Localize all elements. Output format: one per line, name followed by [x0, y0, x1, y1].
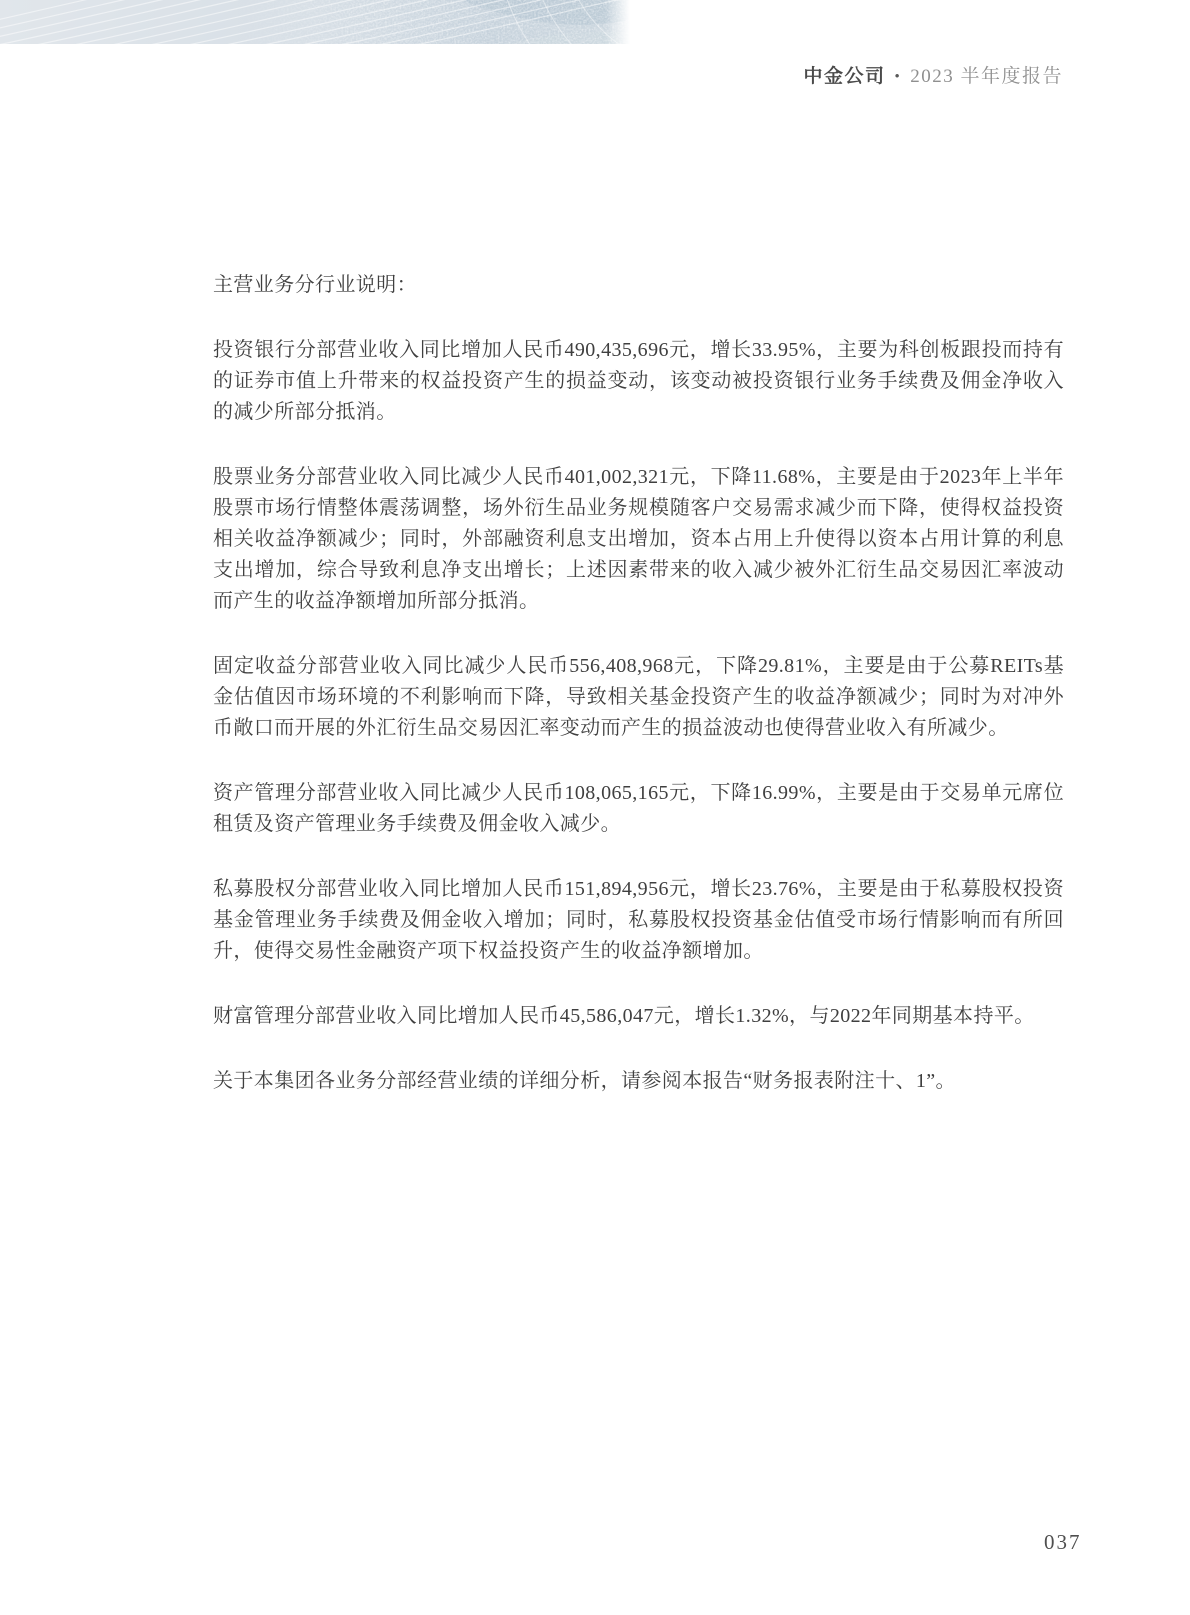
- paragraph-private-equity: 私募股权分部营业收入同比增加人民币151,894,956元，增长23.76%，主要是由于私募股权投资基金管理业务手续费及佣金收入增加；同时，私募股权投资基金估值受市场行情影响而有所回升，使得交易性金融资产项下权益投资产生的收益净额增加。: [213, 878, 1064, 962]
- paragraph-fixed-income: 固定收益分部营业收入同比减少人民币556,408,968元，下降29.81%，主要是由于公募REITs基金估值因市场环境的不利影响而下降，导致相关基金投资产生的收益净额减少；同时为对冲外币敞口而开展的外汇衍生品交易因汇率变动而产生的损益波动也使得营业收入有所减少。: [213, 655, 1064, 739]
- decorative-banner: [0, 0, 630, 44]
- paragraph-asset-management: 资产管理分部营业收入同比减少人民币108,065,165元，下降16.99%，主要是由于交易单元席位租赁及资产管理业务手续费及佣金收入减少。: [213, 782, 1064, 835]
- section-intro: 主营业务分行业说明：: [213, 274, 417, 296]
- company-name: 中金公司: [803, 66, 886, 87]
- paragraph-wealth-management: 财富管理分部营业收入同比增加人民币45,586,047元，增长1.32%，与2022年同期基本持平。: [213, 1005, 1035, 1027]
- banner-texture-art: [0, 0, 630, 44]
- page-header: [803, 61, 1063, 88]
- paragraph-reference-note: 关于本集团各业务分部经营业绩的详细分析，请参阅本报告“财务报表附注十、1”。: [213, 1070, 956, 1092]
- paragraph-investment-banking: 投资银行分部营业收入同比增加人民币490,435,696元，增长33.95%，主要为科创板跟投而持有的证券市值上升带来的权益投资产生的损益变动，该变动被投资银行业务手续费及佣金净收入的减少所部分抵消。: [213, 339, 1064, 423]
- body-content: [213, 270, 1064, 1131]
- report-title: 2023 半年度报告: [910, 66, 1063, 87]
- paragraph-equities: 股票业务分部营业收入同比减少人民币401,002,321元，下降11.68%，主要是由于2023年上半年股票市场行情整体震荡调整，场外衍生品业务规模随客户交易需求减少而下降，使得权益投资相关收益净额减少；同时，外部融资利息支出增加，资本占用上升使得以资本占用计算的利息支出增加，综合导致利息净支出增长；上述因素带来的收入减少被外汇衍生品交易因汇率波动而产生的收益净额增加所部分抵消。: [213, 466, 1064, 612]
- page-number: 037: [1044, 1530, 1082, 1554]
- separator-dot: •: [894, 69, 902, 85]
